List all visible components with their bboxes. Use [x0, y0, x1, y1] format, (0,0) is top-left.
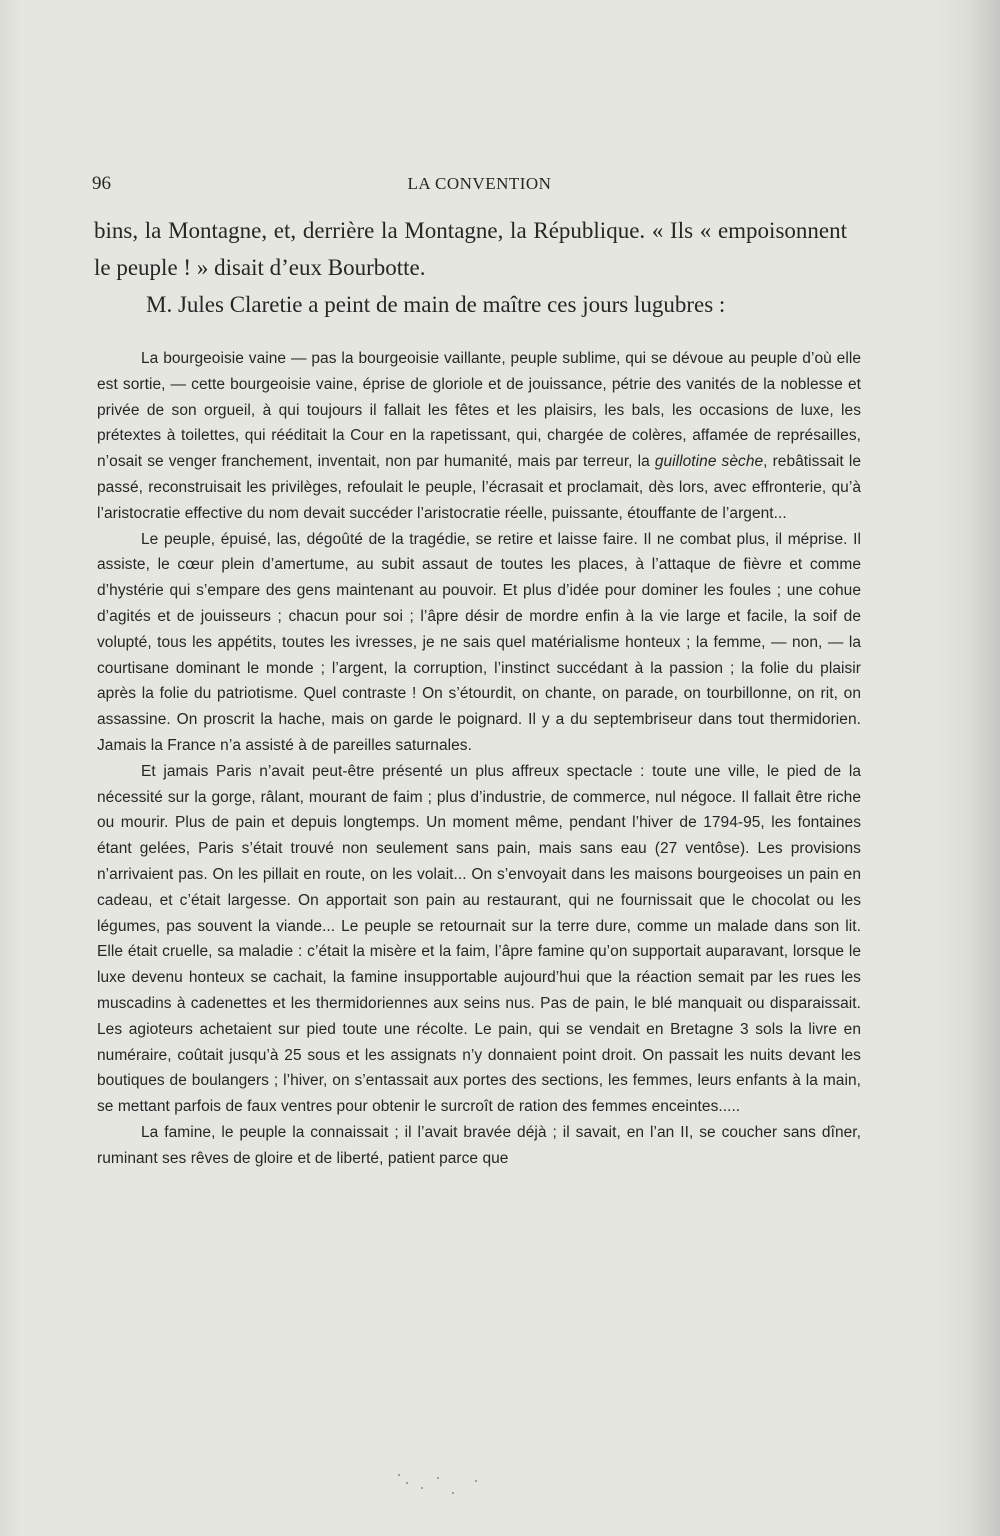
page-edge-shadow — [930, 0, 1000, 1536]
main-paragraph: bins, la Montagne, et, derrière la Montagne, la République. « Ils « empoisonnent le peuple ! » disait d’eux Bourbotte. — [94, 218, 847, 280]
page-gutter-shadow — [0, 0, 20, 1536]
running-title: LA CONVENTION — [407, 174, 552, 193]
body-text — [94, 212, 861, 1172]
paper-speck — [421, 1487, 423, 1489]
quote-paragraph — [97, 346, 861, 527]
quote-italic-term: guillotine sèche — [654, 453, 764, 471]
paper-specks — [380, 1468, 500, 1508]
running-head — [92, 173, 867, 197]
paper-speck — [437, 1477, 439, 1479]
paper-speck — [398, 1474, 400, 1476]
main-text — [94, 212, 847, 323]
quote-paragraph: Et jamais Paris n’avait peut-être présenté un plus affreux spectacle : toute une ville, le pied de la nécessité sur la gorge, râlant, mourant de faim ; plus d’industrie, de commerce, nul négoce. Il fallait être riche ou mourir. Plus de pain et depuis longtemps. Un moment même, pendant l’hiver de 1794-95, les fontaines étant gelées, Paris s’était trouvé non seulement sans pain, mais sans eau (27 ventôse). Les provisions n’arrivaient pas. On les pillait en route, on les volait... On s’envoyait dans les maisons bourgeoises un pain en cadeau, et c’était largesse. On apportait son pain au restaurant, qui ne fournissait que le chocolat ou les légumes, pas souvent la viande... Le peuple se retournait sur la terre dure, comme un malade dans son lit. Elle était cruelle, sa maladie : c’était la misère et la faim, l’âpre famine qu’on supportait auparavant, lorsque le luxe devenu honteux se cachait, la famine insupportable aujourd’hui que la réaction semait par les rues les muscadins à cadenettes et les thermidoriennes aux seins nus. Pas de pain, le blé manquait ou disparaissait. Les agioteurs achetaient sur pied toute une récolte. Le pain, qui se vendait en Bretagne 3 sols la livre en numéraire, coûtait jusqu’à 25 sous et les assignats n’y donnaient point droit. On passait les nuits devant les boutiques de boulangers ; l’hiver, on s’entassait aux portes des sections, les femmes, leurs enfants à la main, se mettant parfois de faux ventres pour obtenir le surcroît de ration des femmes enceintes..... — [97, 762, 861, 1116]
paper-speck — [406, 1482, 408, 1484]
quote-text-segment: , rebâtissait le passé, reconstruisait les privilèges, refoulait le peuple, l’écrasait et proclamait, dès lors, avec effronterie, qu’à l’aristocratie effective du nom devait succéder l’aristocratie réelle, puissante, étouffante de l’argent... — [97, 453, 861, 522]
quote-text-segment: La bourgeoisie vaine — pas la bourgeoisie vaillante, peuple sublime, qui se dévoue au peuple d’où elle est sortie, — cette bourgeoisie vaine, éprise de gloriole et de jouissance, pétrie des vanités de la noblesse et privée de son orgueil, à qui toujours il fallait les fêtes et les plaisirs, les bals, les occasions de luxe, les prétextes à toilettes, qui rééditait la Cour en la rapetissant, qui, chargée de colères, affamée de représailles, n’osait se venger franchement, inventait, non par humanité, mais par terreur, la — [97, 350, 861, 471]
block-quote — [97, 346, 861, 1172]
paper-speck — [475, 1480, 477, 1482]
quote-paragraph: Le peuple, épuisé, las, dégoûté de la tragédie, se retire et laisse faire. Il ne combat plus, il méprise. Il assiste, le cœur plein d’amertume, au subit assaut de toutes les places, à l’attaque de fièvre et comme d’hystérie qui s’empare des gens maintenant au pouvoir. Et plus d’idée pour dominer les foules ; une cohue d’agités et de jouisseurs ; chacun pour soi ; l’âpre désir de mordre enfin à la vie large et facile, la soif de volupté, tous les appétits, toutes les ivresses, je ne sais quel matérialisme honteux ; la femme, — non, — la courtisane dominant le monde ; l’argent, la corruption, l’instinct succédant à la passion ; la folie du plaisir après la folie du patriotisme. Quel contraste ! On s’étourdit, on chante, on parade, on tourbillonne, on rit, on assassine. On proscrit la hache, mais on garde le poignard. Il y a du septembriseur dans tout thermidorien. Jamais la France n’a assisté à de pareilles saturnales. — [97, 530, 861, 754]
main-paragraph: M. Jules Claretie a peint de main de maître ces jours lugubres : — [146, 292, 726, 317]
quote-paragraph: La famine, le peuple la connaissait ; il l’avait bravée déjà ; il savait, en l’an II, se coucher sans dîner, ruminant ses rêves de gloire et de liberté, patient parce que — [97, 1123, 861, 1167]
page-number: 96 — [92, 173, 111, 194]
paper-speck — [452, 1492, 454, 1494]
